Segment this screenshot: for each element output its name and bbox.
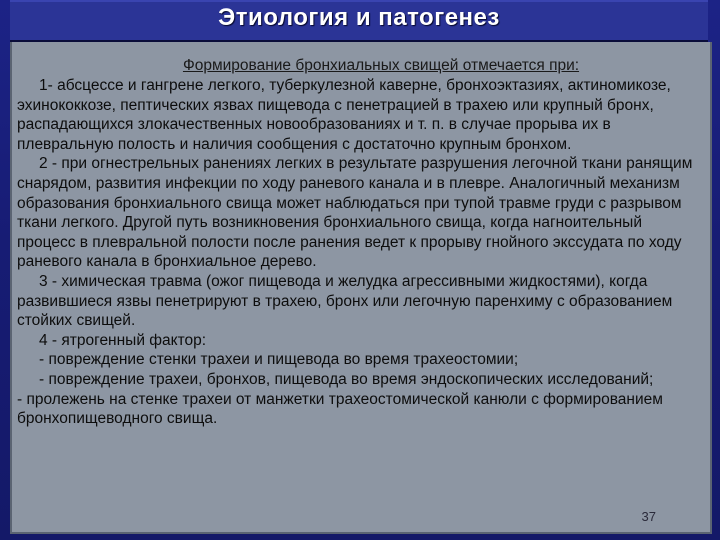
content-panel bbox=[10, 42, 712, 534]
paragraph-2: 2 - при огнестрельных ранениях легких в результате разрушения легочной ткани ранящим снарядом, развития инфекции по ходу раневого канала и в плевре. Аналогичный механизм образования бронхиального свища может наблюдаться при тупой травме груди с разрывом ткани легкого. Другой путь возникновения бронхиального свища, когда нагноительный процесс в плевральной полости после ранения ведет к прорыву гнойного экссудата по ходу раневого канала в бронхиальное дерево. bbox=[17, 155, 693, 271]
title-bar bbox=[10, 0, 708, 42]
slide-subtitle: Формирование бронхиальных свищей отмечается при: bbox=[182, 57, 580, 74]
last-item: - пролежень на стенке трахеи от манжетки трахеостомической канюли с формированием бронхопищеводного свища. bbox=[17, 390, 663, 428]
paragraph-3: 3 - химическая травма (ожог пищевода и желудка агрессивными жидкостями), когда развившиеся язвы пенетрируют в трахею, бронх или легочную паренхиму с образованием стойких свищей. bbox=[17, 272, 673, 330]
page-number: 37 bbox=[641, 509, 656, 524]
body-text bbox=[17, 76, 703, 429]
sub-item-1: - повреждение стенки трахеи и пищевода во время трахеостомии; bbox=[39, 351, 519, 369]
paragraph-4: 4 - ятрогенный фактор: bbox=[39, 331, 207, 349]
paragraph-1: 1- абсцессе и гангрене легкого, туберкулезной каверне, бронхоэктазиях, актиномикозе, эхинококкозе, пептических язвах пищевода с пенетрацией в трахею или крупный бронх, распадающихся злокачественных новообразованиях и т. п. в случае прорыва их в плевральную полость и наличия сообщения с достаточно крупным бронхом. bbox=[17, 77, 671, 153]
slide-title: Этиология и патогенез bbox=[218, 4, 500, 31]
sub-item-2: - повреждение трахеи, бронхов, пищевода во время эндоскопических исследований; bbox=[39, 370, 654, 388]
